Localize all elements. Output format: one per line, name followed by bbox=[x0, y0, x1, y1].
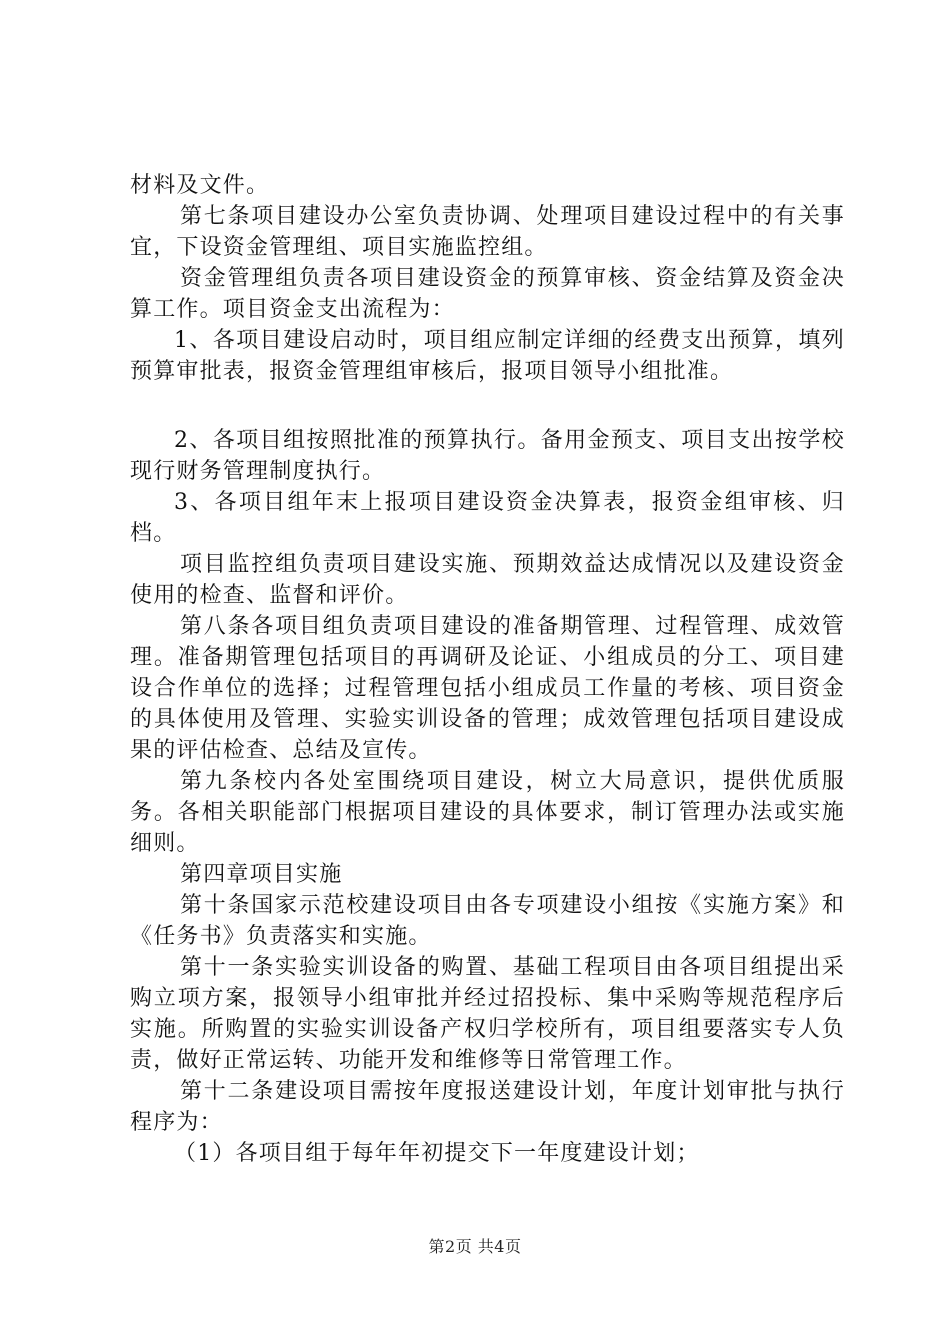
paragraph-article-8: 第八条各项目组负责项目建设的准备期管理、过程管理、成效管理。准备期管理包括项目的再调研及论证、小组成员的分工、项目建设合作单位的选择；过程管理包括小组成员工作量的考核、项目资金的具体使用及管理、实验实训设备的管理；成效管理包括项目建设成果的评估检查、总结及宣传。 bbox=[130, 614, 845, 763]
paragraph-step-1: 1、各项目建设启动时，项目组应制定详细的经费支出预算，填列预算审批表，报资金管理组审核后，报项目领导小组批准。 bbox=[130, 328, 845, 384]
paragraph-article-12: 第十二条建设项目需按年度报送建设计划，年度计划审批与执行程序为： bbox=[130, 1079, 845, 1135]
paragraph-article-7: 第七条项目建设办公室负责协调、处理项目建设过程中的有关事宜，下设资金管理组、项目实施监控组。 bbox=[130, 204, 845, 260]
document-body bbox=[130, 170, 845, 1169]
paragraph-item-1: （1）各项目组于每年年初提交下一年度建设计划； bbox=[174, 1141, 700, 1166]
paragraph-step-2: 2、各项目组按照批准的预算执行。备用金预支、项目支出按学校现行财务管理制度执行。 bbox=[130, 428, 845, 484]
page-number-footer: 第2页 共4页 bbox=[428, 1237, 522, 1256]
chapter-heading: 第四章项目实施 bbox=[180, 862, 343, 887]
paragraph-article-9: 第九条校内各处室围绕项目建设，树立大局意识，提供优质服务。各相关职能部门根据项目建设的具体要求，制订管理办法或实施细则。 bbox=[130, 769, 845, 856]
paragraph-article-10: 第十条国家示范校建设项目由各专项建设小组按《实施方案》和《任务书》负责落实和实施。 bbox=[130, 893, 845, 949]
paragraph-monitor-group: 项目监控组负责项目建设实施、预期效益达成情况以及建设资金使用的检查、监督和评价。 bbox=[130, 552, 845, 608]
paragraph-fund-group: 资金管理组负责各项目建设资金的预算审核、资金结算及资金决算工作。项目资金支出流程为： bbox=[130, 266, 845, 322]
paragraph-article-11: 第十一条实验实训设备的购置、基础工程项目由各项目组提出采购立项方案，报领导小组审批并经过招投标、集中采购等规范程序后实施。所购置的实验实训设备产权归学校所有，项目组要落实专人负责，做好正常运转、功能开发和维修等日常管理工作。 bbox=[130, 955, 845, 1073]
paragraph-materials: 材料及文件。 bbox=[130, 173, 270, 198]
paragraph-step-3: 3、各项目组年末上报项目建设资金决算表，报资金组审核、归档。 bbox=[130, 490, 845, 546]
